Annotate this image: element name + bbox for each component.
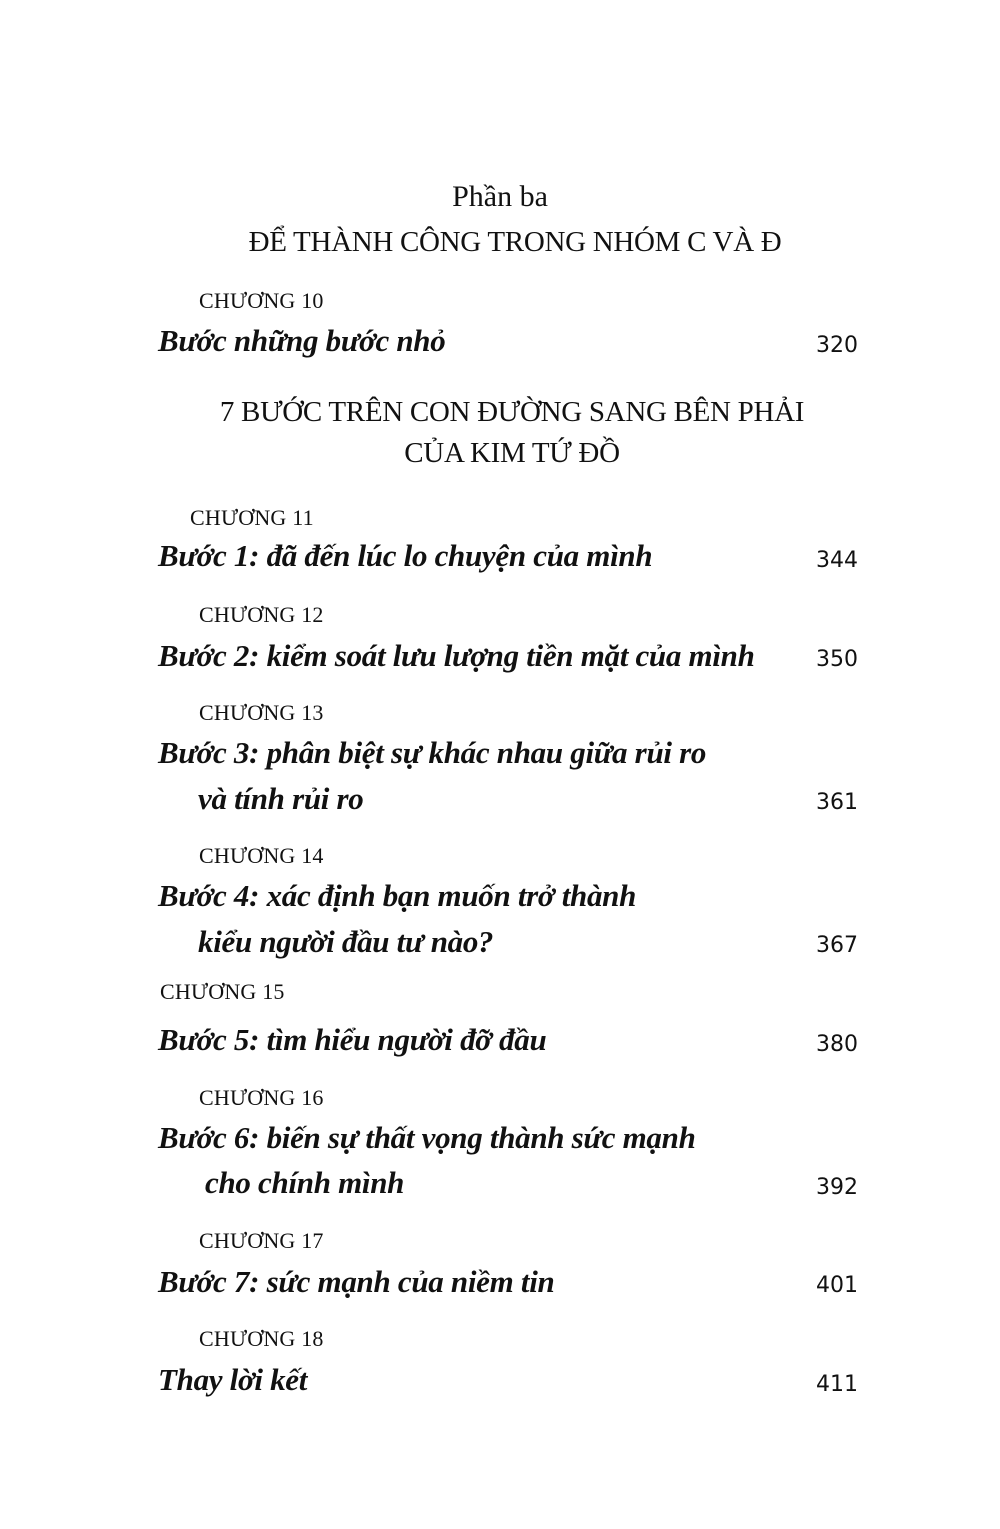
page-number: 380 xyxy=(816,1032,858,1057)
chapter-title[interactable]: Bước 6: biến sự thất vọng thành sức mạnh xyxy=(158,1120,696,1155)
chapter-title[interactable]: Bước 1: đã đến lúc lo chuyện của mình xyxy=(158,538,653,573)
chapter-title-continuation[interactable]: và tính rủi ro xyxy=(198,781,364,816)
chapter-label: CHƯƠNG 10 xyxy=(199,288,324,313)
page-number: 320 xyxy=(816,333,858,358)
page-number: 344 xyxy=(816,548,858,573)
chapter-label: CHƯƠNG 15 xyxy=(160,979,285,1004)
chapter-label: CHƯƠNG 18 xyxy=(199,1326,324,1351)
section-title-line-1: 7 BƯỚC TRÊN CON ĐƯỜNG SANG BÊN PHẢI xyxy=(219,396,805,428)
page-number: 361 xyxy=(816,790,858,815)
chapter-label: CHƯƠNG 12 xyxy=(199,602,324,627)
chapter-title[interactable]: Bước 7: sức mạnh của niềm tin xyxy=(158,1264,555,1299)
chapter-label: CHƯƠNG 13 xyxy=(199,700,324,725)
page-number: 411 xyxy=(816,1372,858,1397)
part-title: ĐỂ THÀNH CÔNG TRONG NHÓM C VÀ Đ xyxy=(248,226,782,258)
page-number: 392 xyxy=(816,1175,858,1200)
part-label: Phần ba xyxy=(452,180,548,213)
chapter-label: CHƯƠNG 17 xyxy=(199,1228,324,1253)
chapter-title[interactable]: Bước những bước nhỏ xyxy=(158,323,446,358)
chapter-title[interactable]: Bước 4: xác định bạn muốn trở thành xyxy=(158,878,637,913)
chapter-title[interactable]: Bước 2: kiểm soát lưu lượng tiền mặt của mình xyxy=(158,638,755,673)
chapter-title[interactable]: Thay lời kết xyxy=(158,1362,308,1397)
chapter-title[interactable]: Bước 5: tìm hiểu người đỡ đầu xyxy=(158,1022,547,1057)
page-number: 401 xyxy=(816,1273,858,1298)
chapter-title-continuation[interactable]: cho chính mình xyxy=(205,1165,405,1200)
chapter-title-continuation[interactable]: kiểu người đầu tư nào? xyxy=(198,924,494,959)
chapter-title[interactable]: Bước 3: phân biệt sự khác nhau giữa rủi ro xyxy=(158,735,707,770)
page-number: 367 xyxy=(816,933,858,958)
chapter-label: CHƯƠNG 14 xyxy=(199,843,324,868)
page-number: 350 xyxy=(816,647,858,672)
chapter-label: CHƯƠNG 11 xyxy=(190,505,314,530)
chapter-label: CHƯƠNG 16 xyxy=(199,1085,324,1110)
section-title-line-2: CỦA KIM TỨ ĐỒ xyxy=(404,437,620,469)
